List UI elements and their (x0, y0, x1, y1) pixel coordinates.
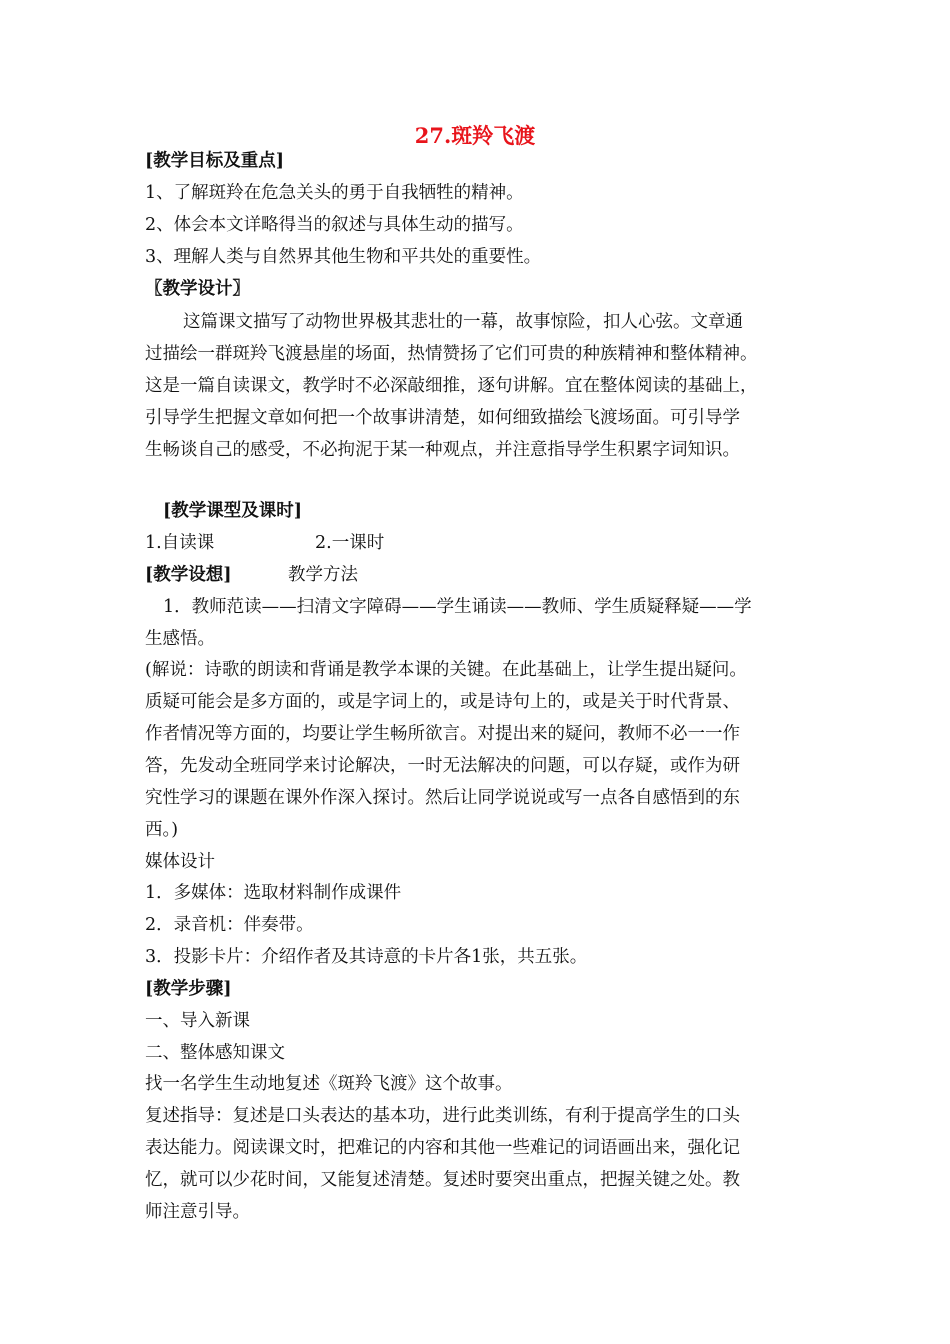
goal-item: 1、了解斑羚在危急关头的勇于自我牺牲的精神。 (145, 183, 524, 203)
media-item: 2．录音机：伴奏带。 (145, 915, 314, 935)
goals-heading: [教学目标及重点] (145, 151, 285, 171)
step-line: 复述指导：复述是口头表达的基本功，进行此类训练，有利于提高学生的口头 (145, 1106, 740, 1126)
steps-heading: [教学步骤] (145, 979, 232, 999)
media-item: 1．多媒体：选取材料制作成课件 (145, 883, 402, 903)
media-heading: 媒体设计 (145, 852, 215, 872)
design-paragraph-line: 这篇课文描写了动物世界极其悲壮的一幕，故事惊险，扣人心弦。文章通 (183, 312, 743, 332)
design-paragraph-line: 过描绘一群斑羚飞渡悬崖的场面，热情赞扬了它们可贵的种族精神和整体精神。 (145, 344, 758, 364)
concept-line: 质疑可能会是多方面的，或是字词上的，或是诗句上的，或是关于时代背景、 (145, 692, 740, 712)
media-item: 3．投影卡片：介绍作者及其诗意的卡片各1张，共五张。 (145, 947, 588, 967)
design-paragraph-line: 这是一篇自读课文，教学时不必深敲细推，逐句讲解。宜在整体阅读的基础上， (145, 376, 758, 396)
concept-heading: [教学设想] (145, 565, 232, 585)
document-title: 27.斑羚飞渡 (414, 123, 536, 148)
goal-item: 3、理解人类与自然界其他生物和平共处的重要性。 (145, 247, 542, 267)
lesson-type-value: 1.自读课 (145, 533, 215, 553)
concept-line: 答，先发动全班同学来讨论解决，一时无法解决的问题，可以存疑，或作为研 (145, 756, 740, 776)
lesson-type-heading: [教学课型及课时] (163, 501, 303, 521)
design-heading: 〖教学设计〗 (145, 279, 250, 299)
step-line: 师注意引导。 (145, 1202, 250, 1222)
lesson-hours-value: 2.一课时 (315, 533, 385, 553)
concept-line: 生感悟。 (145, 629, 215, 649)
step-line: 找一名学生生动地复述《斑羚飞渡》这个故事。 (145, 1074, 513, 1094)
step-line: 一、导入新课 (145, 1011, 250, 1031)
concept-line: 1．教师范读——扫清文字障碍——学生诵读——教师、学生质疑释疑——学 (163, 597, 752, 617)
goal-item: 2、体会本文详略得当的叙述与具体生动的描写。 (145, 215, 524, 235)
step-line: 二、整体感知课文 (145, 1043, 285, 1063)
step-line: 表达能力。阅读课文时，把难记的内容和其他一些难记的词语画出来，强化记 (145, 1138, 740, 1158)
concept-line: (解说：诗歌的朗读和背诵是教学本课的关键。在此基础上，让学生提出疑问。 (145, 660, 747, 680)
concept-method: 教学方法 (288, 565, 358, 585)
concept-line: 作者情况等方面的，均要让学生畅所欲言。对提出来的疑问，教师不必一一作 (145, 724, 740, 744)
design-paragraph-line: 引导学生把握文章如何把一个故事讲清楚，如何细致描绘飞渡场面。可引导学 (145, 408, 740, 428)
design-paragraph-line: 生畅谈自己的感受，不必拘泥于某一种观点，并注意指导学生积累字词知识。 (145, 440, 740, 460)
concept-line: 究性学习的课题在课外作深入探讨。然后让同学说说或写一点各自感悟到的东 (145, 788, 740, 808)
concept-line: 西。) (145, 820, 179, 840)
step-line: 忆，就可以少花时间，又能复述清楚。复述时要突出重点，把握关键之处。教 (145, 1170, 740, 1190)
